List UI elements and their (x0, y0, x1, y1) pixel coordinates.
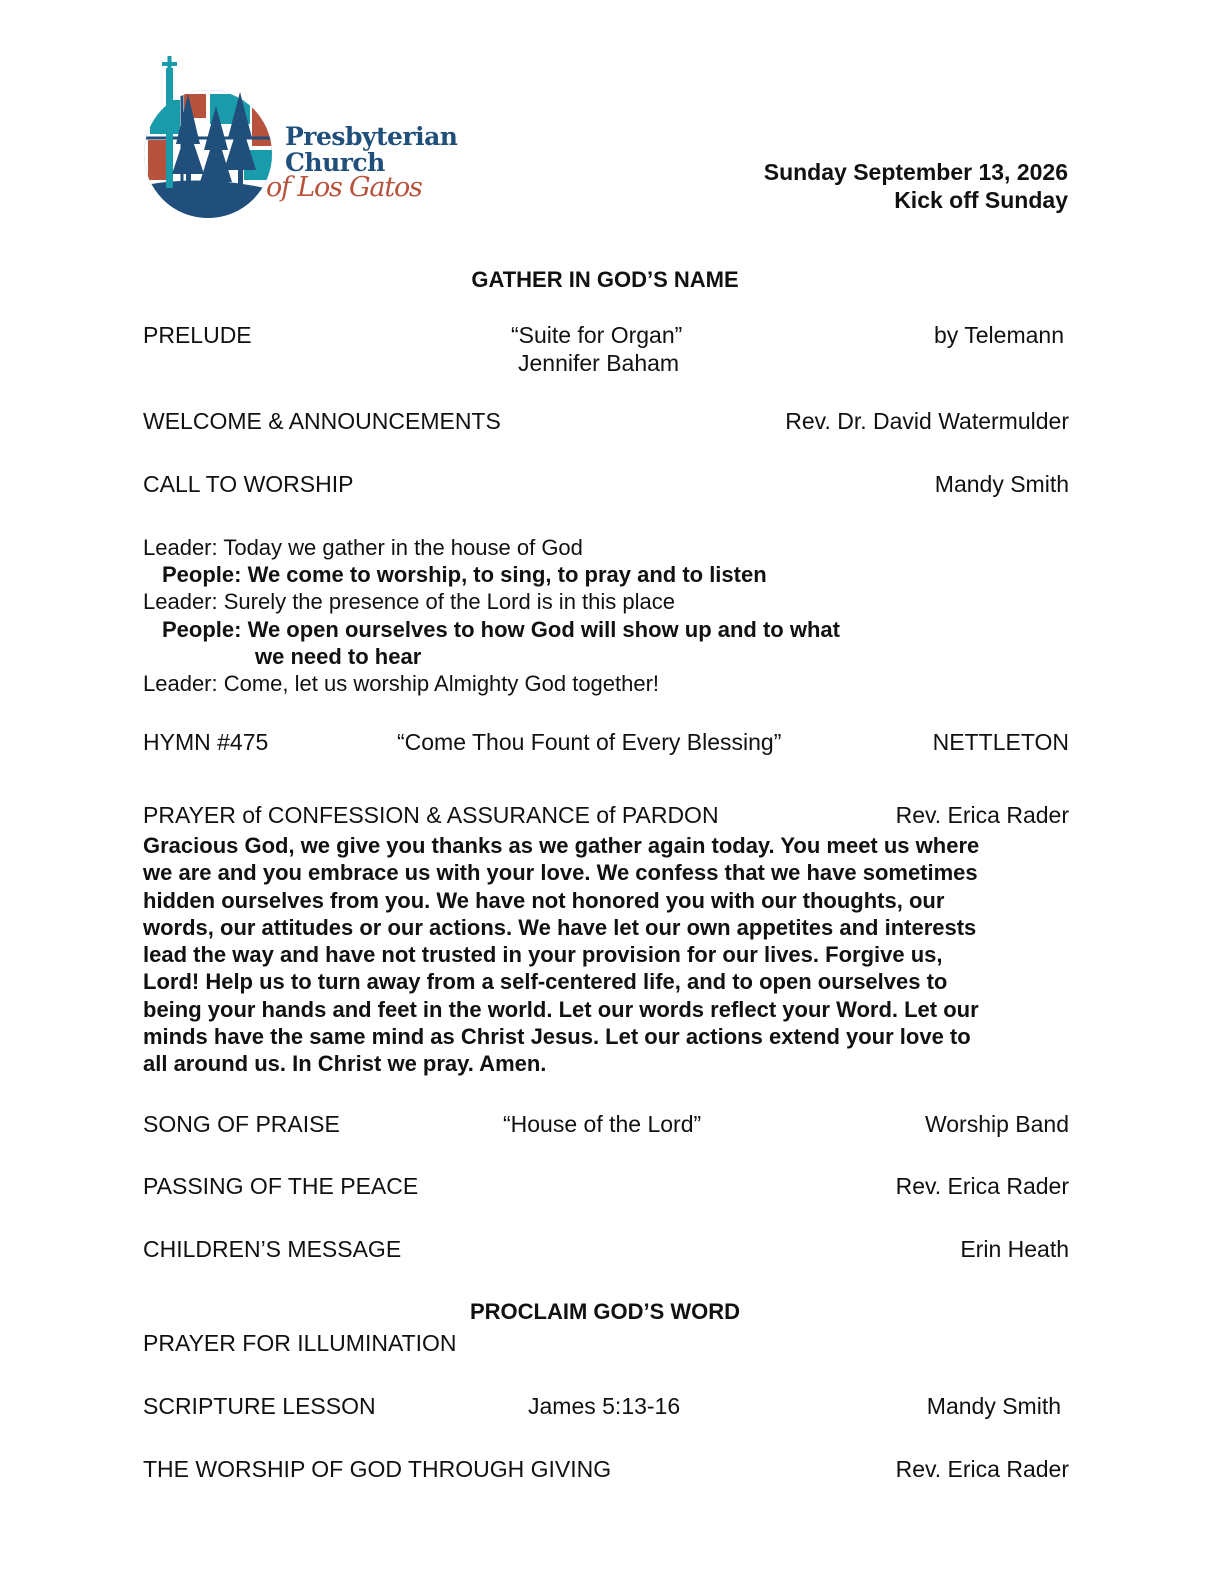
hymn-tune: NETTLETON (932, 729, 1069, 755)
prayer-line: being your hands and feet in the world. Let our words reflect your Word. Let our (143, 996, 979, 1022)
service-date-block (764, 158, 1068, 214)
prelude-performer: Jennifer Baham (518, 350, 680, 376)
hymn-row (143, 729, 1069, 757)
passing-peace-row (143, 1173, 1069, 1201)
illumination-label: PRAYER FOR ILLUMINATION (143, 1330, 457, 1356)
logo-wordmark-line3: of Los Gatos (266, 172, 422, 203)
litany-people-line: People: We come to worship, to sing, to pray and to listen (162, 562, 767, 587)
prelude-title: “Suite for Organ” (511, 322, 683, 348)
song-leader: Worship Band (924, 1111, 1069, 1137)
confession-prayer-text (143, 832, 1068, 1078)
prayer-line: hidden ourselves from you. We have not honored you with our thoughts, our (143, 887, 945, 913)
church-logo (140, 54, 458, 220)
litany-people-line-continued: we need to hear (255, 644, 422, 669)
illumination-row (143, 1330, 1069, 1358)
litany-leader-line: Leader: Today we gather in the house of God (143, 535, 583, 560)
call-to-worship-row (143, 471, 1069, 499)
hymn-label: HYMN #475 (143, 729, 269, 755)
childrens-message-row (143, 1236, 1069, 1264)
children-label: CHILDREN’S MESSAGE (143, 1236, 402, 1262)
scripture-passage: James 5:13-16 (528, 1393, 681, 1419)
section-heading-gather: GATHER IN GOD’S NAME (471, 267, 739, 292)
logo-wordmark-line2: Church (285, 148, 385, 177)
confession-row (143, 802, 1069, 830)
prayer-line: we are and you embrace us with your love. We confess that we have sometimes (143, 860, 978, 886)
call-to-worship-leader: Mandy Smith (934, 471, 1069, 497)
litany-leader-line: Leader: Surely the presence of the Lord is in this place (143, 589, 675, 614)
giving-label: THE WORSHIP OF GOD THROUGH GIVING (143, 1456, 612, 1482)
prayer-line: all around us. In Christ we pray. Amen. (143, 1051, 547, 1077)
confession-leader: Rev. Erica Rader (895, 802, 1069, 828)
confession-label: PRAYER of CONFESSION & ASSURANCE of PARDON (143, 802, 719, 828)
service-date: Sunday September 13, 2026 (763, 159, 1068, 185)
welcome-label: WELCOME & ANNOUNCEMENTS (143, 408, 501, 434)
welcome-row (143, 408, 1069, 436)
prayer-line: Gracious God, we give you thanks as we gather again today. You meet us where (143, 833, 980, 858)
peace-label: PASSING OF THE PEACE (143, 1173, 419, 1199)
welcome-leader: Rev. Dr. David Watermulder (785, 408, 1069, 434)
section-heading-proclaim: PROCLAIM GOD’S WORD (469, 1299, 741, 1324)
litany-leader-line: Leader: Come, let us worship Almighty God together! (143, 671, 660, 696)
prayer-line: Lord! Help us to turn away from a self-centered life, and to open ourselves to (143, 969, 948, 995)
prayer-line: words, our attitudes or our actions. We have let our own appetites and interests (143, 914, 977, 940)
prelude-row (143, 322, 1069, 350)
service-occasion: Kick off Sunday (894, 187, 1068, 213)
giving-row (143, 1456, 1069, 1484)
scripture-reader: Mandy Smith (926, 1393, 1061, 1419)
prayer-line: minds have the same mind as Christ Jesus. Let our actions extend your love to (143, 1024, 971, 1050)
song-title: “House of the Lord” (503, 1111, 702, 1137)
scripture-row (143, 1393, 1069, 1421)
prelude-composer: by Telemann (934, 322, 1064, 348)
song-of-praise-row (143, 1111, 1069, 1139)
prayer-line: lead the way and have not trusted in your provision for our lives. Forgive us, (143, 942, 943, 968)
logo-wordmark-line1: Presbyterian (285, 122, 458, 151)
song-label: SONG OF PRAISE (143, 1111, 340, 1137)
litany-people-line: People: We open ourselves to how God will show up and to what (162, 617, 840, 642)
giving-leader: Rev. Erica Rader (895, 1456, 1069, 1482)
children-leader: Erin Heath (960, 1236, 1069, 1262)
peace-leader: Rev. Erica Rader (895, 1173, 1069, 1199)
hymn-title: “Come Thou Fount of Every Blessing” (397, 729, 782, 755)
call-to-worship-label: CALL TO WORSHIP (143, 471, 354, 497)
prelude-label: PRELUDE (143, 322, 252, 348)
scripture-label: SCRIPTURE LESSON (143, 1393, 376, 1419)
